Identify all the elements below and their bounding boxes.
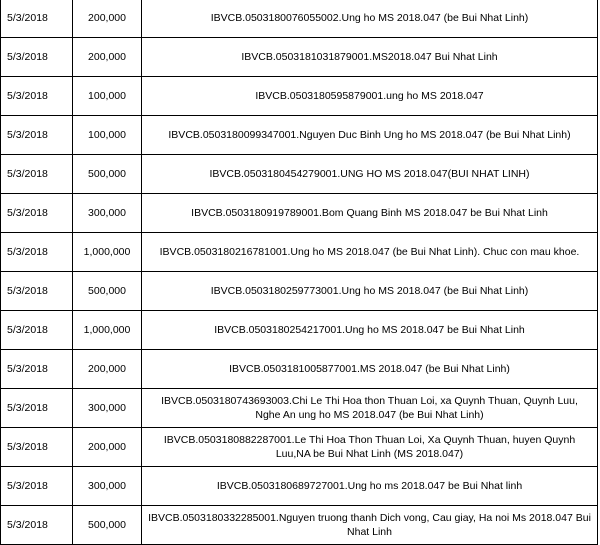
description-cell[interactable]: IBVCB.0503180743693003.Chi Le Thi Hoa thon Thuan Loi, xa Quynh Thuan, Quynh Luu, Nghe An ung ho MS 2018.047 (be Bui Nhat Linh) <box>142 389 598 428</box>
table-row <box>1 38 598 77</box>
amount-cell[interactable]: 200,000 <box>73 0 142 38</box>
date-cell[interactable]: 5/3/2018 <box>1 311 73 350</box>
description-cell[interactable]: IBVCB.0503180259773001.Ung ho MS 2018.047 (be Bui Nhat Linh) <box>142 272 598 311</box>
amount-cell[interactable]: 200,000 <box>73 38 142 77</box>
description-cell[interactable]: IBVCB.0503181031879001.MS2018.047 Bui Nhat Linh <box>142 38 598 77</box>
table-row <box>1 233 598 272</box>
date-cell[interactable]: 5/3/2018 <box>1 428 73 467</box>
table-row <box>1 77 598 116</box>
date-cell[interactable]: 5/3/2018 <box>1 155 73 194</box>
date-cell[interactable]: 5/3/2018 <box>1 0 73 38</box>
table-row <box>1 194 598 233</box>
table-row <box>1 389 598 428</box>
amount-cell[interactable]: 500,000 <box>73 272 142 311</box>
table-row <box>1 467 598 506</box>
amount-cell[interactable]: 200,000 <box>73 428 142 467</box>
date-cell[interactable]: 5/3/2018 <box>1 233 73 272</box>
description-cell[interactable]: IBVCB.0503180595879001.ung ho MS 2018.047 <box>142 77 598 116</box>
table-row <box>1 155 598 194</box>
description-cell[interactable]: IBVCB.0503180919789001.Bom Quang Binh MS 2018.047 be Bui Nhat Linh <box>142 194 598 233</box>
table-row <box>1 0 598 38</box>
table-row <box>1 311 598 350</box>
amount-cell[interactable]: 500,000 <box>73 155 142 194</box>
date-cell[interactable]: 5/3/2018 <box>1 116 73 155</box>
amount-cell[interactable]: 300,000 <box>73 467 142 506</box>
amount-cell[interactable]: 200,000 <box>73 350 142 389</box>
amount-cell[interactable]: 100,000 <box>73 116 142 155</box>
description-cell[interactable]: IBVCB.0503180689727001.Ung ho ms 2018.047 be Bui Nhat linh <box>142 467 598 506</box>
table-row <box>1 350 598 389</box>
description-cell[interactable]: IBVCB.0503181005877001.MS 2018.047 (be Bui Nhat Linh) <box>142 350 598 389</box>
date-cell[interactable]: 5/3/2018 <box>1 506 73 545</box>
description-cell[interactable]: IBVCB.0503180332285001.Nguyen truong thanh Dich vong, Cau giay, Ha noi Ms 2018.047 Bui Nhat Linh <box>142 506 598 545</box>
description-cell[interactable]: IBVCB.0503180076055002.Ung ho MS 2018.047 (be Bui Nhat Linh) <box>142 0 598 38</box>
date-cell[interactable]: 5/3/2018 <box>1 194 73 233</box>
amount-cell[interactable]: 100,000 <box>73 77 142 116</box>
date-cell[interactable]: 5/3/2018 <box>1 350 73 389</box>
date-cell[interactable]: 5/3/2018 <box>1 38 73 77</box>
date-cell[interactable]: 5/3/2018 <box>1 467 73 506</box>
date-cell[interactable]: 5/3/2018 <box>1 389 73 428</box>
description-cell[interactable]: IBVCB.0503180254217001.Ung ho MS 2018.047 be Bui Nhat Linh <box>142 311 598 350</box>
amount-cell[interactable]: 1,000,000 <box>73 311 142 350</box>
description-cell[interactable]: IBVCB.0503180216781001.Ung ho MS 2018.047 (be Bui Nhat Linh). Chuc con mau khoe. <box>142 233 598 272</box>
amount-cell[interactable]: 300,000 <box>73 389 142 428</box>
table-row <box>1 428 598 467</box>
amount-cell[interactable]: 500,000 <box>73 506 142 545</box>
description-cell[interactable]: IBVCB.0503180882287001.Le Thi Hoa Thon Thuan Loi, Xa Quynh Thuan, huyen Quynh Luu,NA be Bui Nhat Linh (MS 2018.047) <box>142 428 598 467</box>
amount-cell[interactable]: 1,000,000 <box>73 233 142 272</box>
date-cell[interactable]: 5/3/2018 <box>1 77 73 116</box>
table-row <box>1 116 598 155</box>
description-cell[interactable]: IBVCB.0503180454279001.UNG HO MS 2018.047(BUI NHAT LINH) <box>142 155 598 194</box>
date-cell[interactable]: 5/3/2018 <box>1 272 73 311</box>
amount-cell[interactable]: 300,000 <box>73 194 142 233</box>
table-row <box>1 272 598 311</box>
transactions-body <box>1 0 598 545</box>
description-cell[interactable]: IBVCB.0503180099347001.Nguyen Duc Binh Ung ho MS 2018.047 (be Bui Nhat Linh) <box>142 116 598 155</box>
table-row <box>1 506 598 545</box>
